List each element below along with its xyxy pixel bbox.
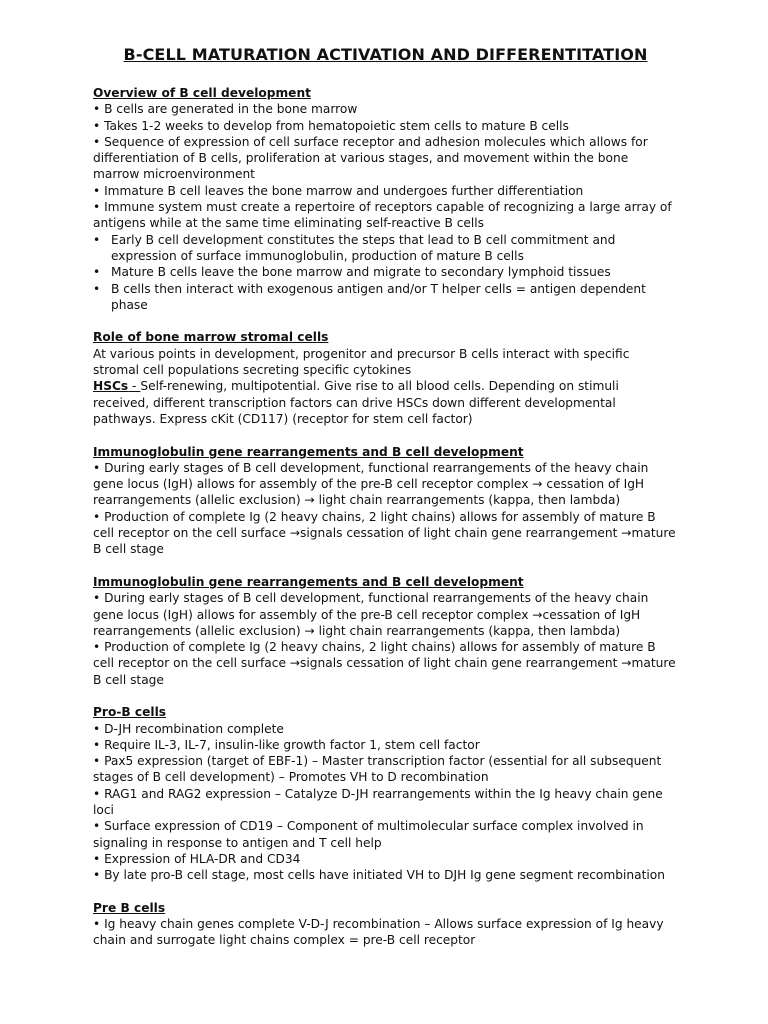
bullet-text: Early B cell development constitutes the steps that lead to B cell commitment and expression of surface immunoglobulin, production of mature B cells bbox=[111, 232, 616, 263]
section-pre-b-cells bbox=[93, 900, 678, 949]
document-page bbox=[93, 44, 678, 965]
list-item: • By late pro-B cell stage, most cells have initiated VH to DJH Ig gene segment recombination bbox=[93, 868, 665, 883]
section-heading-overview: Overview of B cell development bbox=[93, 86, 311, 100]
section-heading-pro-b: Pro-B cells bbox=[93, 705, 167, 720]
list-item: • Immature B cell leaves the bone marrow and undergoes further differentiation bbox=[93, 183, 584, 198]
list-item: • Immune system must create a repertoire of receptors capable of recognizing a large array of antigens while at the same time eliminating self-reactive B cells bbox=[93, 200, 672, 231]
list-item: • B cells are generated in the bone marrow bbox=[93, 102, 358, 117]
bullet-item bbox=[93, 264, 678, 280]
list-item: • D-JH recombination complete bbox=[93, 721, 284, 736]
bullet-icon: • bbox=[93, 232, 101, 247]
hsc-term: HSCs bbox=[93, 379, 129, 394]
list-item: • Sequence of expression of cell surface receptor and adhesion molecules which allows for differentiation of B cells, proliferation at various stages, and movement within the bone marrow microenvironment bbox=[93, 134, 648, 182]
hsc-description: Self-renewing, multipotential. Give rise to all blood cells. Depending on stimuli received, different transcription factors can drive HSCs down different developmental pathways. Express cKit (CD117) (receptor for stem cell factor) bbox=[93, 379, 619, 426]
hsc-paragraph bbox=[93, 378, 678, 427]
list-item: • During early stages of B cell development, functional rearrangements of the heavy chain gene locus (IgH) allows for assembly of the pre-B cell receptor complex → cessation of IgH rearrangements (allelic exclusion) → light chain rearrangements (kappa, then lambda) bbox=[93, 460, 649, 508]
bullet-icon: • bbox=[93, 265, 101, 280]
stromal-paragraph: At various points in development, progenitor and precursor B cells interact with specific stromal cell populations secreting specific cytokines bbox=[93, 346, 630, 378]
list-item: • Require IL-3, IL-7, insulin-like growth factor 1, stem cell factor bbox=[93, 737, 480, 752]
list-item: • Ig heavy chain genes complete V-D-J recombination – Allows surface expression of Ig heavy chain and surrogate light chains complex = pre-B cell receptor bbox=[93, 917, 664, 948]
hsc-separator: - bbox=[128, 379, 141, 394]
list-item: • Takes 1-2 weeks to develop from hematopoietic stem cells to mature B cells bbox=[93, 118, 569, 133]
section-ig-rearrangements-1 bbox=[93, 444, 678, 558]
section-heading-ig-1: Immunoglobulin gene rearrangements and B cell development bbox=[93, 444, 524, 459]
section-stromal-cells bbox=[93, 329, 678, 427]
section-overview bbox=[93, 85, 678, 313]
list-item: • RAG1 and RAG2 expression – Catalyze D-JH rearrangements within the Ig heavy chain gene loci bbox=[93, 786, 663, 818]
section-heading-ig-2: Immunoglobulin gene rearrangements and B cell development bbox=[93, 574, 524, 589]
section-ig-rearrangements-2 bbox=[93, 574, 678, 688]
section-heading-pre-b: Pre B cells bbox=[93, 900, 166, 915]
bullet-text: B cells then interact with exogenous antigen and/or T helper cells = antigen dependent phase bbox=[111, 281, 646, 312]
list-item: • Surface expression of CD19 – Component of multimolecular surface complex involved in signaling in response to antigen and T cell help bbox=[93, 819, 644, 850]
list-item: • Expression of HLA-DR and CD34 bbox=[93, 851, 301, 866]
section-heading-stromal: Role of bone marrow stromal cells bbox=[93, 330, 329, 345]
bullet-item bbox=[93, 232, 678, 265]
list-item: • Production of complete Ig (2 heavy chains, 2 light chains) allows for assembly of mature B cell receptor on the cell surface →signals cessation of light chain gene rearrangement →mature B cell stage bbox=[93, 640, 676, 687]
list-item: • Production of complete Ig (2 heavy chains, 2 light chains) allows for assembly of mature B cell receptor on the cell surface →signals cessation of light chain gene rearrangement →mature B cell stage bbox=[93, 509, 676, 557]
bullet-icon: • bbox=[93, 281, 101, 296]
document-title: B-CELL MATURATION ACTIVATION AND DIFFERENTITATION bbox=[123, 45, 648, 64]
list-item: • During early stages of B cell development, functional rearrangements of the heavy chain gene locus (IgH) allows for assembly of the pre-B cell receptor complex →cessation of IgH rearrangements (allelic exclusion) → light chain rearrangements (kappa, then lambda) bbox=[93, 591, 649, 638]
section-pro-b-cells bbox=[93, 704, 678, 883]
list-item: • Pax5 expression (target of EBF-1) – Master transcription factor (essential for all subsequent stages of B cell development) – Promotes VH to D recombination bbox=[93, 754, 662, 785]
bullet-item bbox=[93, 281, 678, 314]
bullet-text: Mature B cells leave the bone marrow and migrate to secondary lymphoid tissues bbox=[111, 265, 611, 280]
